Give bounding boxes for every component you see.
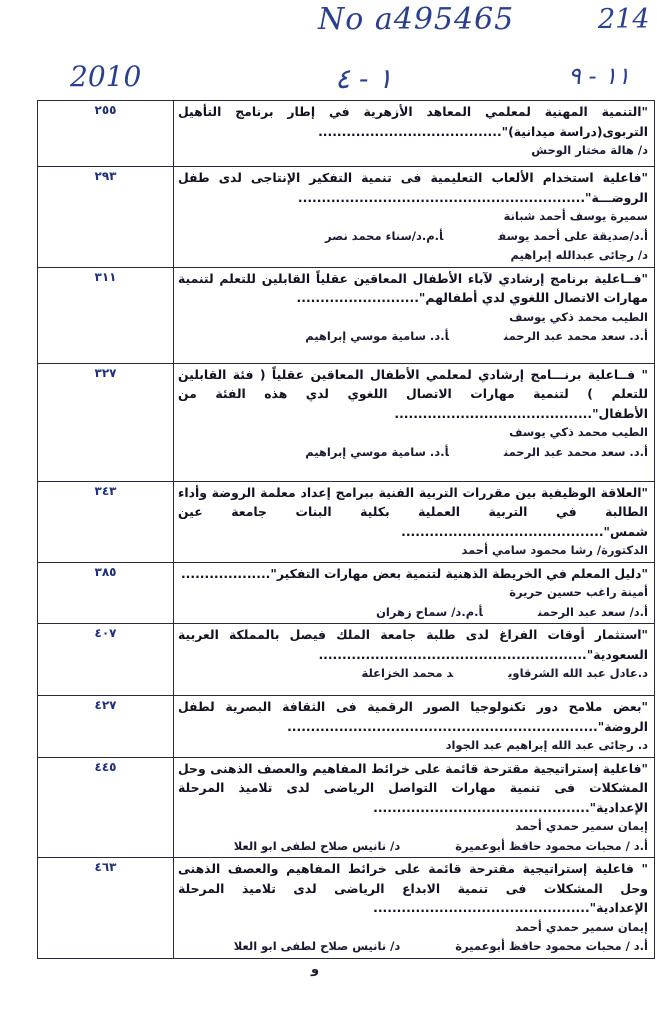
entry-title: "فاعلية إستراتيجية مقترحة قائمة على خرائط المفاهيم والعصف الذهنى وحل المشكلات فى تنمية مهارات التواصل الرياضى لدى تلاميذ المرحلة الإعدادية"..............................................: [178, 760, 648, 815]
table-row: [38, 481, 655, 562]
author-name: أ.م.د/سناء محمد نصر: [325, 228, 444, 243]
author-name: د محمد الخزاعلة: [361, 666, 454, 680]
table-row: [38, 101, 655, 167]
author-line: [178, 937, 648, 957]
author-name: أ.د. سامية موسي إبراهيم: [305, 329, 449, 343]
author-name: سميرة يوسف أحمد شبانة: [503, 209, 648, 223]
author-line: [178, 327, 648, 347]
author-line: [178, 736, 648, 756]
entry-title: " فــاعلية برنـــامج إرشادي لمعلمي الأطفال المعاقين عقلياً ( فئة القابلين للتعلم ) لتنمية مهارات الاتصال اللغوي لدي هذه الفئة من الأطفال"..........................................: [178, 366, 648, 421]
entry-cell: [174, 167, 655, 268]
entry-cell: [174, 481, 655, 562]
table-row: [38, 696, 655, 758]
entry-title: "التنمية المهنية لمعلمي المعاهد الأزهرية في إطار برنامج التأهيل التربوى(دراسة ميدانية)".......................................: [178, 104, 648, 139]
page-number-cell: ٤٦٣: [38, 858, 174, 959]
entry-cell: [174, 858, 655, 959]
entry-cell: [174, 363, 655, 481]
author-name: د/ نانيس صلاح لطفى ابو العلا: [233, 939, 401, 953]
page-number-cell: ٤٢٧: [38, 696, 174, 758]
entry-cell: [174, 267, 655, 363]
table-row: [38, 267, 655, 363]
author-line: [178, 837, 648, 857]
table-row: [38, 757, 655, 858]
entry-title: "استثمار أوقات الفراغ لدى طلبة جامعة الملك فيصل بالمملكة العربية السعودية".........................................................: [178, 627, 648, 662]
author-name: أ.د. سامية موسي إبراهيم: [305, 444, 449, 459]
handwritten-date-right: ١١ - ٩: [568, 62, 631, 90]
handwritten-page-number: 214: [598, 4, 650, 35]
author-name: أ.د / محبات محمود حافظ أبوعميرة: [455, 939, 648, 953]
page-number-cell: ٤٤٥: [38, 757, 174, 858]
author-name: الطيب محمد ذكي يوسف: [509, 309, 648, 324]
author-name: إيمان سمير حمدي أحمد: [515, 919, 648, 934]
table-row: [38, 363, 655, 481]
author-name: إيمان سمير حمدي أحمد: [515, 819, 648, 833]
page-number-cell: ٣٤٣: [38, 481, 174, 562]
page-number-cell: ٣١١: [38, 267, 174, 363]
entry-cell: [174, 562, 655, 624]
author-line: [178, 918, 648, 938]
author-name: أ.د/صديقة على أحمد يوسف: [498, 228, 648, 243]
entry-title: "دليل المعلم في الخريطة الذهنية لتنمية بعض مهارات التفكير"...................: [180, 565, 648, 581]
table-row: [38, 858, 655, 959]
author-line: [178, 541, 648, 561]
author-line: [178, 207, 648, 227]
author-name: أ.د/ سعد عبد الرحمن: [537, 604, 648, 619]
page-number-cell: ٢٥٥: [38, 101, 174, 167]
author-line: [178, 246, 648, 266]
page-footer-mark: و: [310, 962, 320, 977]
entry-title: "فاعلية استخدام الألعاب التعليمية فى تنمية التفكير الإنتاجى لدى طفل الروضـــة".............................................................: [178, 170, 648, 205]
table-of-contents: [37, 100, 655, 959]
table-row: [38, 624, 655, 696]
table-row: [38, 562, 655, 624]
entry-cell: [174, 757, 655, 858]
author-name: د/ هالة مختار الوحش: [531, 143, 648, 157]
author-name: د/ نانيس صلاح لطفى ابو العلا: [233, 838, 401, 853]
handwritten-date-middle: ١ - ٤: [335, 62, 393, 95]
author-name: أ.م.د/ سماح زهران: [376, 604, 483, 619]
author-name: أمينة راغب حسين حريرة: [509, 585, 648, 599]
author-name: د. رجائى عبد الله إبراهيم عبد الجواد: [445, 738, 648, 752]
page-number-cell: ٣٢٧: [38, 363, 174, 481]
author-name: د.عادل عبد الله الشرقاوي: [508, 666, 648, 680]
entry-cell: [174, 624, 655, 696]
author-name: الطيب محمد ذكي يوسف: [509, 425, 648, 439]
entry-title: "فــاعلية برنامج إرشادي لآباء الأطفال المعاقين عقلياً القابلين للتعلم لتنمية مهارات الاتصال اللغوي لدي أطفالهم"..........................: [178, 270, 648, 305]
author-line: [178, 603, 648, 623]
author-line: [178, 141, 648, 161]
handwritten-year: 2010: [70, 60, 142, 93]
author-line: [178, 423, 648, 443]
page-number-cell: ٣٨٥: [38, 562, 174, 624]
page-number-cell: ٤٠٧: [38, 624, 174, 696]
page-number-cell: ٢٩٣: [38, 167, 174, 268]
author-name: أ.د. سعد محمد عبد الرحمن: [503, 444, 648, 459]
author-name: أ.د. سعد محمد عبد الرحمن: [503, 329, 648, 343]
author-line: [178, 583, 648, 603]
author-line: [178, 443, 648, 463]
author-line: [178, 308, 648, 328]
handwritten-number: No a495465: [318, 2, 515, 37]
table-row: [38, 167, 655, 268]
author-name: الدكتورة/ رشا محمود سامي أحمد: [461, 543, 648, 557]
entry-title: "بعض ملامح دور تكنولوجيا الصور الرقمية فى الثقافة البصرية لطفل الروضة"..................................................................: [178, 699, 648, 734]
entry-cell: [174, 101, 655, 167]
author-line: [178, 817, 648, 837]
entry-title: "العلاقة الوظيفية بين مقررات التربية الفنية ببرامج إعداد معلمة الروضة وأداء الطالبة في التربية العملية بكلية البنات جامعة عين شمس"...........................................: [178, 484, 648, 539]
author-name: أ.د / محبات محمود حافظ أبوعميرة: [455, 838, 648, 853]
author-line: [178, 664, 648, 684]
author-line: [178, 227, 648, 247]
entry-title: " فاعلية إستراتيجية مقترحة قائمة على خرائط المفاهيم والعصف الذهنى وحل المشكلات فى تنمية الابداع الرياضى لدى تلاميذ المرحلة الإعدادية"..............................................: [178, 861, 648, 915]
entry-cell: [174, 696, 655, 758]
author-name: د/ رجائى عبدالله إبراهيم: [510, 248, 648, 262]
